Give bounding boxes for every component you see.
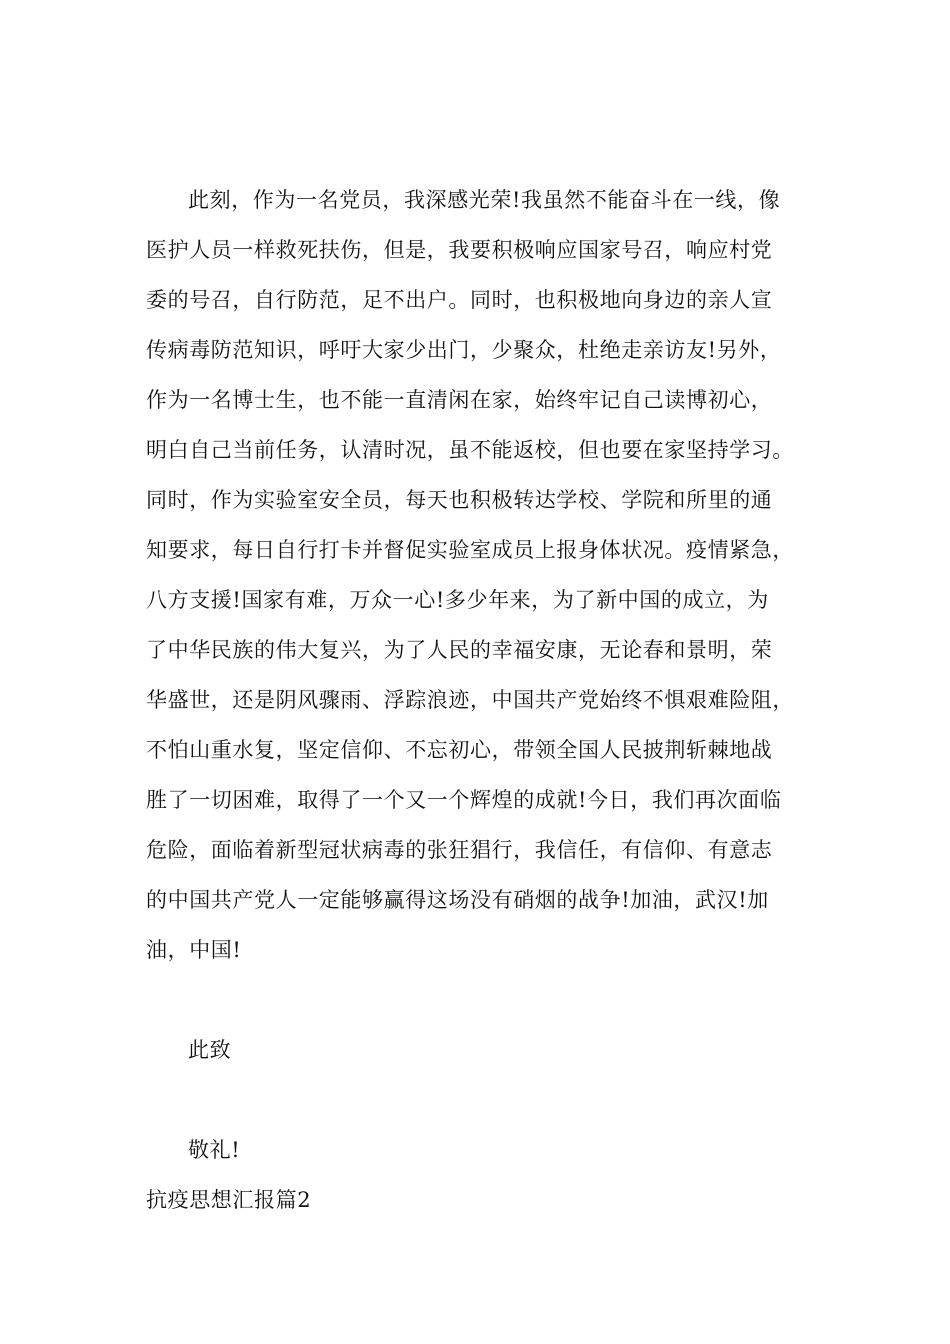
paragraph-line: 了中华民族的伟大复兴，为了人民的幸福安康，无论春和景明，荣	[146, 638, 773, 662]
paragraph-line: 明白自己当前任务，认清时况，虽不能返校，但也要在家坚持学习。	[146, 438, 794, 462]
paragraph-line: 传病毒防范知识，呼吁大家少出门，少聚众，杜绝走亲访友!另外，	[146, 338, 782, 362]
paragraph-line: 危险，面临着新型冠状病毒的张狂猖行，我信任，有信仰、有意志	[146, 838, 773, 862]
paragraph-line: 不怕山重水复，坚定信仰、不忘初心，带领全国人民披荆斩棘地战	[146, 738, 773, 762]
paragraph-line: 八方支援!国家有难，万众一心!多少年来，为了新中国的成立，为	[146, 588, 769, 612]
paragraph-line: 同时，作为实验室安全员，每天也积极转达学校、学院和所里的通	[146, 488, 773, 512]
paragraph-line: 的中国共产党人一定能够赢得这场没有硝烟的战争!加油，武汉!加	[146, 888, 769, 912]
paragraph-line: 胜了一切困难，取得了一个又一个辉煌的成就!今日，我们再次面临	[146, 788, 782, 812]
paragraph-line: 医护人员一样救死扶伤，但是，我要积极响应国家号召，响应村党	[146, 238, 773, 262]
paragraph-line: 此刻，作为一名党员，我深感光荣!我虽然不能奋斗在一线，像	[188, 188, 781, 212]
paragraph-line: 华盛世，还是阴风骤雨、浮踪浪迹，中国共产党始终不惧艰难险阻，	[146, 688, 794, 712]
closing-text: 此致	[188, 1038, 232, 1062]
paragraph-line: 委的号召，自行防范，足不出户。同时，也积极地向身边的亲人宣	[146, 288, 773, 312]
paragraph-line: 作为一名博士生，也不能一直清闲在家，始终牢记自己读博初心，	[146, 388, 773, 412]
paragraph-line: 油，中国!	[146, 938, 242, 962]
salutation-text: 敬礼!	[188, 1138, 241, 1162]
paragraph-line: 知要求，每日自行打卡并督促实验室成员上报身体状况。疫情紧急，	[146, 538, 794, 562]
section-heading: 抗疫思想汇报篇2	[146, 1188, 312, 1212]
